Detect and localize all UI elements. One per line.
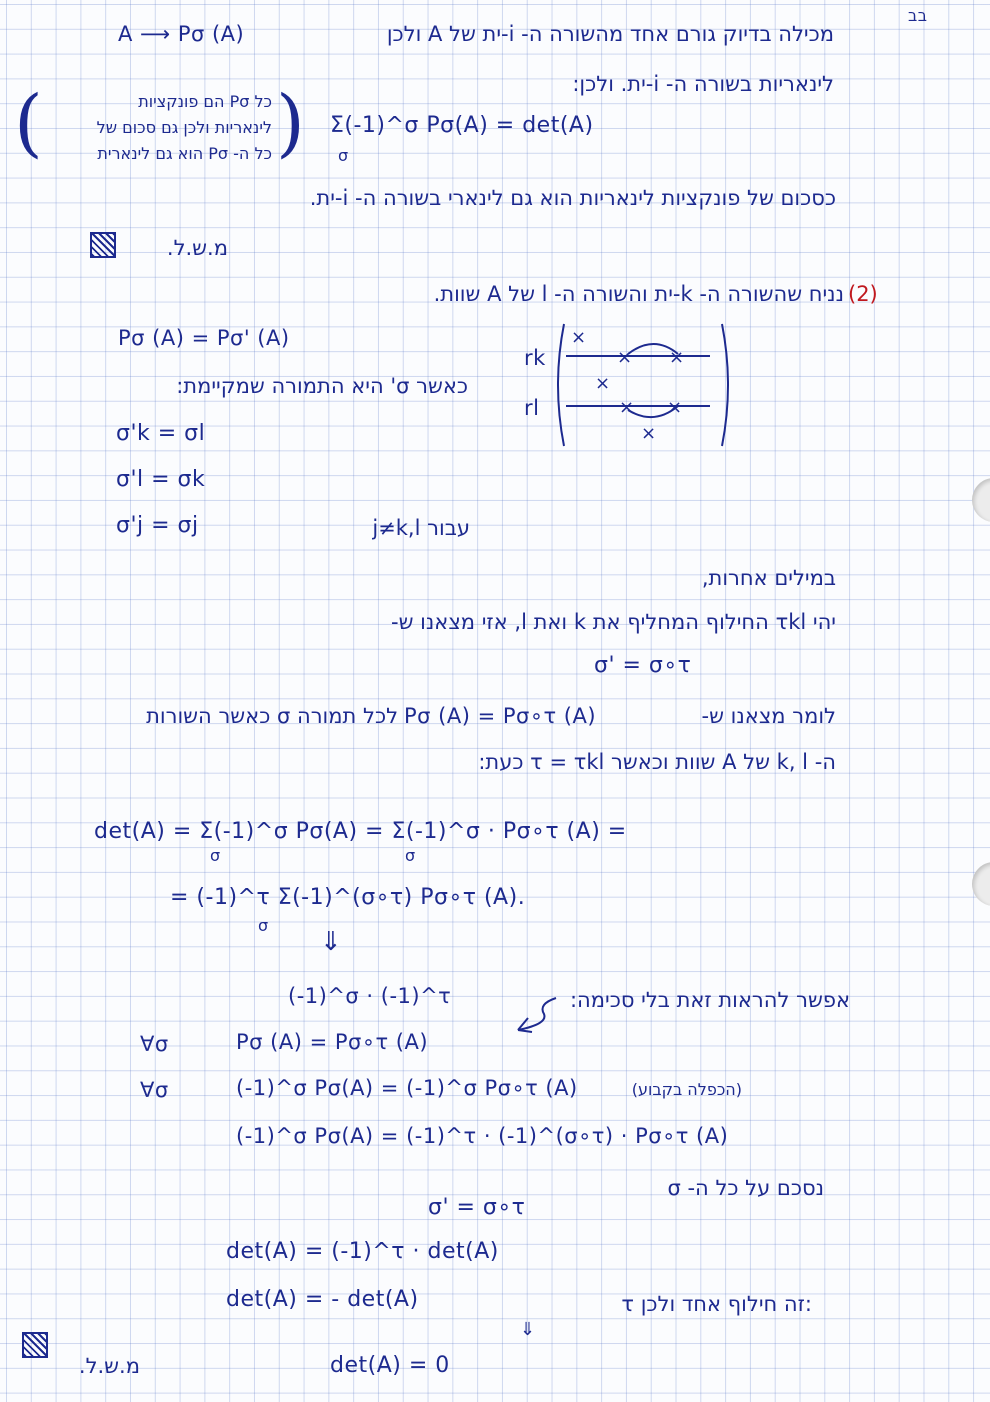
mapping-formula: A ⟶ Pσ (A) [118, 22, 245, 46]
qed-2: מ.ש.ל. [78, 1354, 140, 1378]
pointer-arrow [508, 994, 568, 1034]
cross-mark-3: × [669, 347, 685, 368]
sum-formula: Σ(-1)^σ Pσ(A) = det(A) [330, 113, 594, 138]
binder-hole-top [972, 478, 990, 522]
qed-box-2 [22, 1332, 48, 1358]
eq-a: Pσ (A) = Pσ∘τ (A) [236, 1030, 429, 1054]
eq-p-sigma: Pσ (A) = Pσ' (A) [118, 326, 290, 350]
implies-arrow-2: ⇓ [520, 1319, 536, 1340]
binder-hole-bottom [972, 862, 990, 906]
eq-c: (-1)^σ Pσ(A) = (-1)^τ · (-1)^(σ∘τ) · Pσ∘τ (A) [236, 1124, 729, 1148]
det-line-1-sub-b: σ [405, 846, 416, 865]
det-zero: det(A) = 0 [330, 1353, 450, 1378]
line-contains-factor: מכילה בדיוק גורם אחד מהשורה ה- i-ית של A ולכן [386, 22, 834, 46]
page-number: בב [908, 6, 928, 25]
implies-arrow-1: ⇓ [320, 927, 342, 957]
note-paren-left: ( [14, 80, 43, 166]
sigma-prime-eq: σ' = σ∘τ [594, 653, 692, 678]
forall-1: ∀σ [140, 1032, 169, 1056]
eq-sigma-j: σ'j = σj [116, 513, 199, 538]
det-line-2-sub: σ [258, 916, 269, 935]
found-line-b: לכל תמורה σ כאשר השורות [146, 704, 398, 728]
cross-mark-6: × [667, 397, 683, 418]
tau-transposition: τ זה חילוף אחד ולכן: [621, 1292, 812, 1316]
let-tau-line: יהי τkl החילוף המחליף את k ואת l, אזי מצאנו ש- [391, 610, 836, 634]
kl-line: ה- k, l של A שוות וכאשר τ = τkl כעת: [478, 750, 836, 774]
det-eq-2: det(A) = - det(A) [226, 1287, 419, 1312]
forall-2: ∀σ [140, 1078, 169, 1102]
cross-mark-1: × [571, 327, 587, 348]
line-sum-linear: כסכום של פונקציות לינאריות הוא גם לינארי בשורה ה- i-ית. [309, 186, 836, 210]
cross-mark-4: × [595, 373, 611, 394]
matrix-bracket-left [558, 324, 564, 446]
eq-b: (-1)^σ Pσ(A) = (-1)^σ Pσ∘τ (A) [236, 1076, 578, 1100]
note-line-3: כל ה- Pσ הוא גם לינארית [97, 144, 272, 163]
det-line-1: det(A) = Σ(-1)^σ Pσ(A) = Σ(-1)^σ · Pσ∘τ (A) = [94, 819, 627, 844]
qed-box-1 [90, 232, 116, 258]
sum-over-sigma: נסכם על כל ה- σ [667, 1176, 824, 1200]
note-line-1: כל Pσ הם פונקציות [138, 92, 272, 111]
where-line: כאשר σ' היא התמורה שמקיימת: [176, 374, 468, 398]
show-without-sum: אפשר להראות זאת בלי סכימה: [569, 988, 850, 1012]
sign-product: (-1)^σ · (-1)^τ [288, 984, 452, 1008]
det-line-1-sub-a: σ [210, 846, 221, 865]
cross-mark-5: × [619, 397, 635, 418]
line-linear-row: לינאריות בשורה ה- i-ית. ולכן: [572, 72, 834, 96]
eq-sigma-k: σ'k = σl [116, 421, 206, 446]
sigma-prime-eq-2: σ' = σ∘τ [428, 1195, 526, 1220]
eq-b-note: (הכפלה בקבוע) [631, 1080, 742, 1099]
cross-mark-2: × [617, 347, 633, 368]
eq-sigma-l: σ'l = σk [116, 467, 206, 492]
qed-1: מ.ש.ל. [166, 236, 228, 260]
for-j-line: עבור j≠k,l [372, 516, 470, 540]
cross-mark-7: × [641, 423, 657, 444]
note-paren-right: ) [276, 80, 305, 166]
row-label-l: rl [524, 396, 540, 420]
found-line-formula: Pσ (A) = Pσ∘τ (A) [404, 704, 597, 728]
matrix-bracket-right [722, 324, 728, 446]
sum-subscript: σ [338, 146, 349, 165]
det-eq-1: det(A) = (-1)^τ · det(A) [226, 1239, 499, 1264]
other-words-line: במילים אחרות, [701, 566, 836, 590]
found-line-a: לומר מצאנו ש- [701, 704, 836, 728]
row-label-k: rk [524, 346, 546, 370]
part-2-heading: נניח שהשורה ה- k-ית והשורה ה- l של A שוות. [433, 282, 844, 306]
part-2-marker: (2) [848, 282, 878, 306]
det-line-2: = (-1)^τ Σ(-1)^(σ∘τ) Pσ∘τ (A). [170, 885, 526, 910]
note-line-2: לינאריות ולכן גם סכום של [96, 118, 272, 137]
